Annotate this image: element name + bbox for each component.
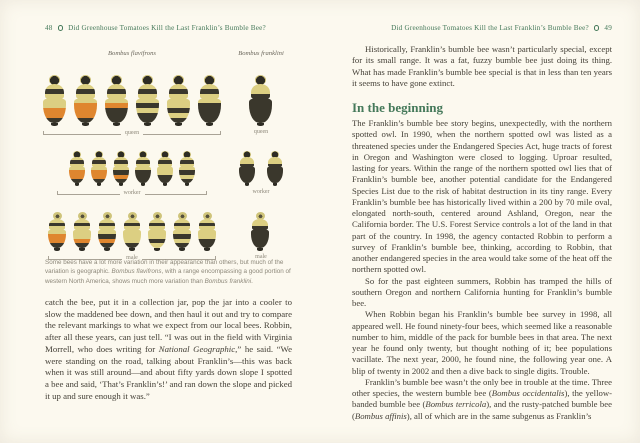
bee-abdomen — [135, 166, 151, 183]
bee-abdomen — [198, 229, 216, 248]
bee-illustration — [179, 151, 195, 186]
bee-abdomen — [43, 98, 66, 123]
bee-tail-tip — [257, 123, 263, 126]
bee-thorax — [45, 84, 65, 99]
queen-label: queen — [124, 129, 140, 136]
bee-tail-tip — [185, 183, 189, 186]
bee-abdomen — [113, 166, 129, 183]
worker-label: worker — [123, 189, 141, 196]
bee-thorax — [107, 84, 127, 99]
bee-illustration — [69, 151, 85, 186]
bracket-line — [145, 191, 208, 195]
figure-column-franklini — [224, 50, 298, 263]
bee-illustration — [73, 212, 91, 251]
bee-tail-tip — [257, 248, 262, 251]
bee-variation-figure — [40, 50, 298, 263]
bracket-line — [143, 131, 221, 135]
bee-tail-tip — [97, 183, 101, 186]
bee-abdomen — [105, 98, 128, 123]
flower-ornament-icon — [58, 25, 64, 31]
bee-tail-tip — [154, 248, 159, 251]
bee-illustration — [48, 212, 66, 251]
species-title-flavifrons: Bombus flavifrons — [108, 50, 156, 57]
bee-tail-tip — [82, 123, 88, 126]
bee-illustration — [249, 75, 272, 126]
bee-illustration — [157, 151, 173, 186]
bee-tail-tip — [206, 123, 212, 126]
bee-abdomen — [173, 229, 191, 248]
flower-ornament-icon — [594, 25, 600, 31]
bee-illustration — [148, 212, 166, 251]
bee-abdomen — [69, 166, 85, 183]
worker-label: worker — [252, 189, 270, 195]
bee-tail-tip — [179, 248, 184, 251]
bee-abdomen — [74, 98, 97, 123]
running-head-left — [45, 24, 266, 32]
section-heading: In the beginning — [352, 100, 444, 115]
running-head-right — [352, 24, 612, 32]
flavifrons-worker-row — [69, 141, 195, 186]
bee-illustration — [98, 212, 116, 251]
bee-thorax — [138, 84, 158, 99]
bee-tail-tip — [175, 123, 181, 126]
bee-abdomen — [267, 166, 283, 183]
bee-abdomen — [148, 229, 166, 248]
bee-thorax — [200, 84, 220, 99]
paragraph: Historically, Franklin’s bumble bee wasn’t particularly special, except for its small range. It was a fat, fuzzy bumble bee just doing its thing. What has made Franklin’s bumble bee special is that in less than ten years it seems to have gone extinct. — [352, 44, 612, 88]
paragraph: So for the past eighteen summers, Robbin has tramped the hills of southern Oregon and northern California hunting for Franklin’s bumble bee. — [352, 275, 612, 308]
bee-abdomen — [167, 98, 190, 123]
figure-caption: Some bees have a lot more variation in their appearance than others, but much of the variation is geographic. Bombus flavifrons, with a range encompassing a good portion of western North America, shows much more variation than Bombus franklini. — [45, 259, 291, 285]
page-number-left: 48 — [45, 24, 53, 32]
queen-bracket — [43, 127, 221, 138]
paragraph: When Robbin began his Franklin’s bumble bee survey in 1998, all appeared well. He found ninety-four bees, which seemed like a reasonable number to him, middle of the pack for bumble bees in that area. The next year he found only twenty, but thought nothing of it; bee populations vacillate. The next year, 2000, he found nine, the following year one. A blip of twenty in 2002 and then a dive back to single digits. Trouble. — [352, 309, 612, 376]
bee-tail-tip — [163, 183, 167, 186]
bee-tail-tip — [245, 183, 249, 186]
bee-abdomen — [136, 98, 159, 123]
bee-illustration — [105, 75, 128, 126]
bee-illustration — [239, 151, 255, 186]
bee-illustration — [267, 151, 283, 186]
bee-tail-tip — [54, 248, 59, 251]
bee-abdomen — [239, 166, 255, 183]
bracket-line — [57, 191, 120, 195]
franklini-male-row — [251, 201, 271, 251]
bee-abdomen — [48, 229, 66, 248]
bee-illustration — [135, 151, 151, 186]
bee-abdomen — [157, 166, 173, 183]
bee-abdomen — [91, 166, 107, 183]
bee-abdomen — [251, 229, 269, 248]
page-number-right: 49 — [604, 24, 612, 32]
flavifrons-male-row — [48, 201, 216, 251]
bee-tail-tip — [104, 248, 109, 251]
bee-illustration — [167, 75, 190, 126]
figure-column-flavifrons — [40, 50, 224, 263]
bracket-line — [43, 131, 121, 135]
bee-illustration — [74, 75, 97, 126]
franklini-queen-row — [249, 64, 273, 126]
bee-thorax — [76, 84, 96, 99]
bee-tail-tip — [119, 183, 123, 186]
bee-tail-tip — [204, 248, 209, 251]
bee-tail-tip — [141, 183, 145, 186]
left-page-body-text: catch the bee, put it in a collection jar, pop the jar into a cooler to slow the maddened bee down, and then haul it out and try to compare the relevant markings to what we expect from our local bees. Robbin, after all these years, can just tell. “I was out in the field with Virginia Morrell, who does writing for National Geographic,” he said. “We were standing on the road, talking about Franklin’s—this was back when it was still around—and about fifty yards down slope I spotted a bee and said, ‘That’s Franklin’s!’ and ran down the slope and picked it up and sure enough it was.” — [45, 297, 292, 401]
worker-bracket — [57, 187, 207, 198]
species-title-franklini: Bombus franklini — [238, 50, 284, 57]
bee-tail-tip — [144, 123, 150, 126]
bee-abdomen — [198, 98, 221, 123]
bee-tail-tip — [79, 248, 84, 251]
bee-illustration — [123, 212, 141, 251]
right-page-body — [352, 44, 612, 422]
bee-illustration — [91, 151, 107, 186]
bee-tail-tip — [51, 123, 57, 126]
bee-illustration — [198, 75, 221, 126]
bee-illustration — [43, 75, 66, 126]
bee-tail-tip — [113, 123, 119, 126]
bee-illustration — [136, 75, 159, 126]
bee-illustration — [198, 212, 216, 251]
bee-thorax — [169, 84, 189, 99]
bee-abdomen — [123, 229, 141, 248]
bee-abdomen — [179, 166, 195, 183]
paragraph: The Franklin’s bumble bee story begins, unexpectedly, with the northern spotted owl. In 1990, when the northern spotted owl was listed as a threatened species under the Endangered Species Act, huge tracts of forest in Oregon and Washington were closed to logging. Uproar resulted, lasting for years. Within the range of the northern spotted owl lies that of Franklin’s bumble bee, another potential candidate for the Endangered Species List due to the risk of habitat destruction in its tiny range. Every Franklin’s bumble bee has historically lived within a 200 by 70 mile oval, elongated north-south, centered around Ashland, Oregon, near the California border. The U.S. Forest Service controls a lot of the land in that part of the country. In 1998, the agency contacted Robbin to perform a survey of Franklin’s bumble bee, thinking, according to Robbin, that another endangered species in the area would take some of the heat off the northern spotted owl. — [352, 118, 612, 275]
running-head-right-title: Did Greenhouse Tomatoes Kill the Last Franklin’s Bumble Bee? — [391, 24, 589, 32]
male-label: male — [126, 254, 138, 261]
queen-label: queen — [253, 129, 269, 135]
male-label: male — [255, 254, 267, 260]
running-head-left-title: Did Greenhouse Tomatoes Kill the Last Franklin’s Bumble Bee? — [68, 24, 266, 32]
franklini-worker-row — [239, 141, 283, 186]
bee-illustration — [113, 151, 129, 186]
bee-abdomen — [73, 229, 91, 248]
bee-tail-tip — [273, 183, 277, 186]
bee-tail-tip — [129, 248, 134, 251]
flavifrons-queen-row — [43, 64, 221, 126]
bee-tail-tip — [75, 183, 79, 186]
bee-abdomen — [249, 98, 272, 123]
bee-illustration — [173, 212, 191, 251]
bee-abdomen — [98, 229, 116, 248]
bee-thorax — [251, 84, 271, 99]
bee-illustration — [251, 212, 269, 251]
paragraph: Franklin’s bumble bee wasn’t the only bee in trouble at the time. Three other species, the western bumble bee (Bombus occidentalis), the yellow-banded bumble bee (Bombus terricola), and the rusty-patched bumble bee (Bombus affinis), all of which are in the same subgenus as Franklin’s — [352, 376, 612, 421]
